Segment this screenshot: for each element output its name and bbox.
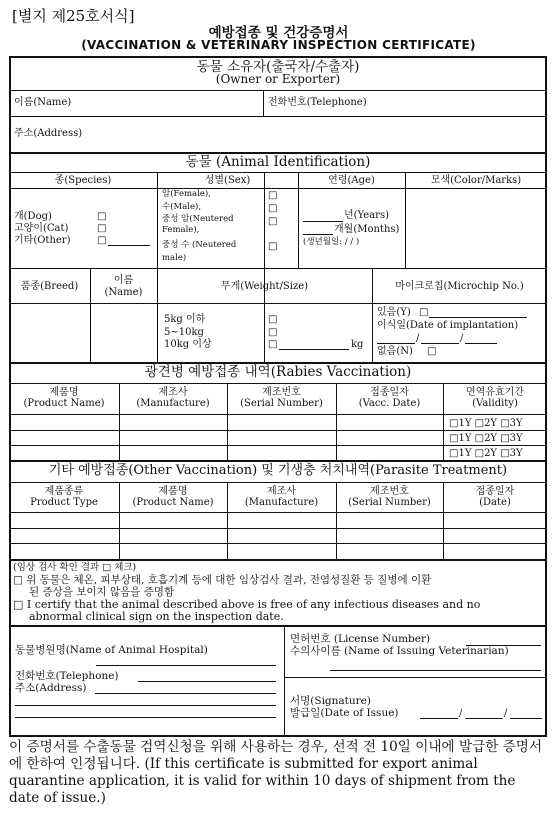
other-col-manufacturer-en: (Manufacture) bbox=[244, 497, 319, 508]
rabies-validity-row-1[interactable]: □1Y □2Y □3Y bbox=[449, 418, 523, 429]
rabies-col-serial-en: (Serial Number) bbox=[240, 398, 323, 409]
species-dog: 개(Dog) bbox=[14, 211, 52, 222]
other-col-manufacturer-ko: 제조사 bbox=[267, 486, 296, 497]
signature-field[interactable]: 서명(Signature) bbox=[290, 695, 371, 707]
other-col-product-en: (Product Name) bbox=[132, 497, 214, 508]
color-header: 모색(Color/Marks) bbox=[430, 175, 522, 186]
weight-over-10kg-checkbox[interactable]: □ bbox=[268, 339, 278, 350]
other-vaccination-header: 기타 예방접종(Other Vaccination) 및 기생충 처치내역(Parasite Treatment) bbox=[48, 463, 508, 478]
rabies-col-date-ko: 접종일자 bbox=[370, 387, 409, 398]
veterinarian-name-field[interactable]: 수의사이름 (Name of Issuing Veterinarian) bbox=[290, 645, 509, 657]
owner-header-en: (Owner or Exporter) bbox=[215, 72, 341, 86]
breed-header: 품종(Breed) bbox=[20, 281, 79, 292]
rabies-header: 광견병 예방접종 내역(Rabies Vaccination) bbox=[144, 364, 412, 380]
rabies-validity-row-3[interactable]: □1Y □2Y □3Y bbox=[449, 448, 523, 459]
license-number-field[interactable]: 면허번호 (License Number) bbox=[290, 633, 431, 645]
owner-telephone-field[interactable]: 전화번호(Telephone) bbox=[268, 97, 367, 108]
owner-address-field[interactable]: 주소(Address) bbox=[14, 128, 83, 139]
species-other: 기타(Other) bbox=[14, 235, 71, 246]
clinical-check-label: (임상 검사 확인 결과 □ 체크) bbox=[13, 562, 137, 573]
weight-under-5kg-checkbox[interactable]: □ bbox=[268, 314, 278, 325]
microchip-header: 마이크로칩(Microchip No.) bbox=[395, 281, 524, 292]
rabies-col-manufacturer-en: (Manufacture) bbox=[136, 398, 210, 409]
hospital-name-field[interactable]: 동물병원명(Name of Animal Hospital) bbox=[15, 644, 208, 656]
microchip-yes-checkbox[interactable]: □ bbox=[419, 307, 429, 318]
name-header-ko: 이름 bbox=[113, 275, 134, 286]
weight-under-5kg: 5kg 이하 bbox=[164, 314, 206, 325]
title-english: (VACCINATION & VETERINARY INSPECTION CERTIFICATE) bbox=[81, 38, 476, 52]
other-col-type-en: Product Type bbox=[30, 497, 98, 508]
issue-date-field[interactable]: 발급일(Date of Issue) bbox=[290, 707, 399, 719]
name-header-en: (Name) bbox=[104, 287, 143, 298]
sex-neutered-male-2: male) bbox=[162, 253, 187, 263]
rabies-col-validity-en: (Validity) bbox=[472, 398, 518, 409]
clinical-statement-en-2: abnormal clinical sign on the inspection date. bbox=[29, 610, 284, 623]
other-col-serial-ko: 제조번호 bbox=[370, 486, 409, 497]
microchip-no-checkbox[interactable]: □ bbox=[427, 346, 437, 357]
rabies-col-manufacturer-ko: 제조사 bbox=[158, 387, 188, 398]
form-number-label: [별지 제25호서식] bbox=[12, 7, 135, 25]
birth-date: (생년월일: / / ) bbox=[303, 237, 360, 247]
species-cat-checkbox[interactable]: □ bbox=[97, 223, 107, 234]
sex-male: 수(Male), bbox=[162, 202, 202, 212]
owner-name-field[interactable]: 이름(Name) bbox=[14, 97, 72, 108]
other-col-product-ko: 제품명 bbox=[158, 486, 188, 497]
weight-5-10kg: 5~10kg bbox=[164, 327, 204, 338]
implant-date: 이식일(Date of implantation) bbox=[377, 320, 519, 331]
other-col-date-ko: 접종일자 bbox=[475, 486, 515, 497]
rabies-col-date-en: (Vacc. Date) bbox=[358, 398, 421, 409]
weight-over-10kg: 10kg 이상 bbox=[164, 339, 212, 350]
other-col-date-en: (Date) bbox=[479, 497, 511, 508]
clinical-statement-en-1[interactable]: □ I certify that the animal described above is free of any infectious diseases and no bbox=[13, 598, 481, 611]
rabies-col-validity-ko: 면역유효기간 bbox=[466, 387, 524, 398]
sex-male-checkbox[interactable]: □ bbox=[268, 203, 278, 214]
weight-header: 무게(Weight/Size) bbox=[220, 281, 309, 292]
rabies-validity-row-2[interactable]: □1Y □2Y □3Y bbox=[449, 433, 523, 444]
species-cat: 고양이(Cat) bbox=[14, 223, 69, 234]
rabies-col-serial-ko: 제조번호 bbox=[262, 387, 301, 398]
hospital-address-field[interactable]: 주소(Address) bbox=[15, 682, 87, 694]
species-other-checkbox[interactable]: □ bbox=[97, 235, 107, 246]
sex-neutered-male-checkbox[interactable]: □ bbox=[268, 241, 278, 252]
rabies-col-product-en: (Product Name) bbox=[23, 398, 105, 409]
other-col-serial-en: (Serial Number) bbox=[348, 497, 431, 508]
species-header: 종(Species) bbox=[54, 175, 112, 186]
title-korean: 예방접종 및 건강증명서 bbox=[208, 25, 349, 41]
sex-neutered-female: 중성 암(Neutered bbox=[162, 214, 234, 224]
microchip-yes: 있음(Y) bbox=[377, 307, 411, 318]
clinical-statement-ko-1[interactable]: □ 위 동물은 체온, 피부상태, 호흡기계 등에 대한 임상검사 결과, 전염성질환 등 질병에 이환 bbox=[13, 574, 432, 586]
sex-female-checkbox[interactable]: □ bbox=[268, 190, 278, 201]
sex-neutered-female-2: Female), bbox=[162, 225, 200, 235]
rabies-col-product-ko: 제품명 bbox=[49, 387, 79, 398]
owner-header-ko: 동물 소유자(출국자/수출자) bbox=[196, 59, 360, 75]
hospital-telephone-field[interactable]: 전화번호(Telephone) bbox=[15, 670, 119, 682]
age-years: 년(Years) bbox=[344, 210, 389, 221]
kg-unit: kg bbox=[351, 339, 364, 350]
weight-5-10kg-checkbox[interactable]: □ bbox=[268, 327, 278, 338]
age-months: 개월(Months) bbox=[334, 224, 400, 235]
sex-header: 성별(Sex) bbox=[204, 175, 251, 186]
sex-female: 암(Female), bbox=[162, 189, 211, 199]
sex-neutered-female-checkbox[interactable]: □ bbox=[268, 216, 278, 227]
age-header: 연령(Age) bbox=[328, 175, 375, 186]
sex-neutered-male: 중성 수 (Neutered bbox=[162, 240, 237, 250]
clinical-statement-ko-2: 된 증상을 보이지 않음을 증명함 bbox=[29, 586, 175, 598]
other-col-type-ko: 제품종류 bbox=[44, 486, 84, 497]
animal-header: 동물 (Animal Identification) bbox=[185, 154, 371, 170]
species-dog-checkbox[interactable]: □ bbox=[97, 211, 107, 222]
footer-validity-note: 이 증명서를 수출동물 검역신청을 위해 사용하는 경우, 선적 전 10일 이내에 발급한 증명서에 한하여 인정됩니다. (If this certificate is submitted for export animal quarantine application, it is valid for within 10 days of shipment from the date of issue.) bbox=[9, 739, 543, 806]
microchip-no: 없음(N) bbox=[377, 346, 413, 357]
